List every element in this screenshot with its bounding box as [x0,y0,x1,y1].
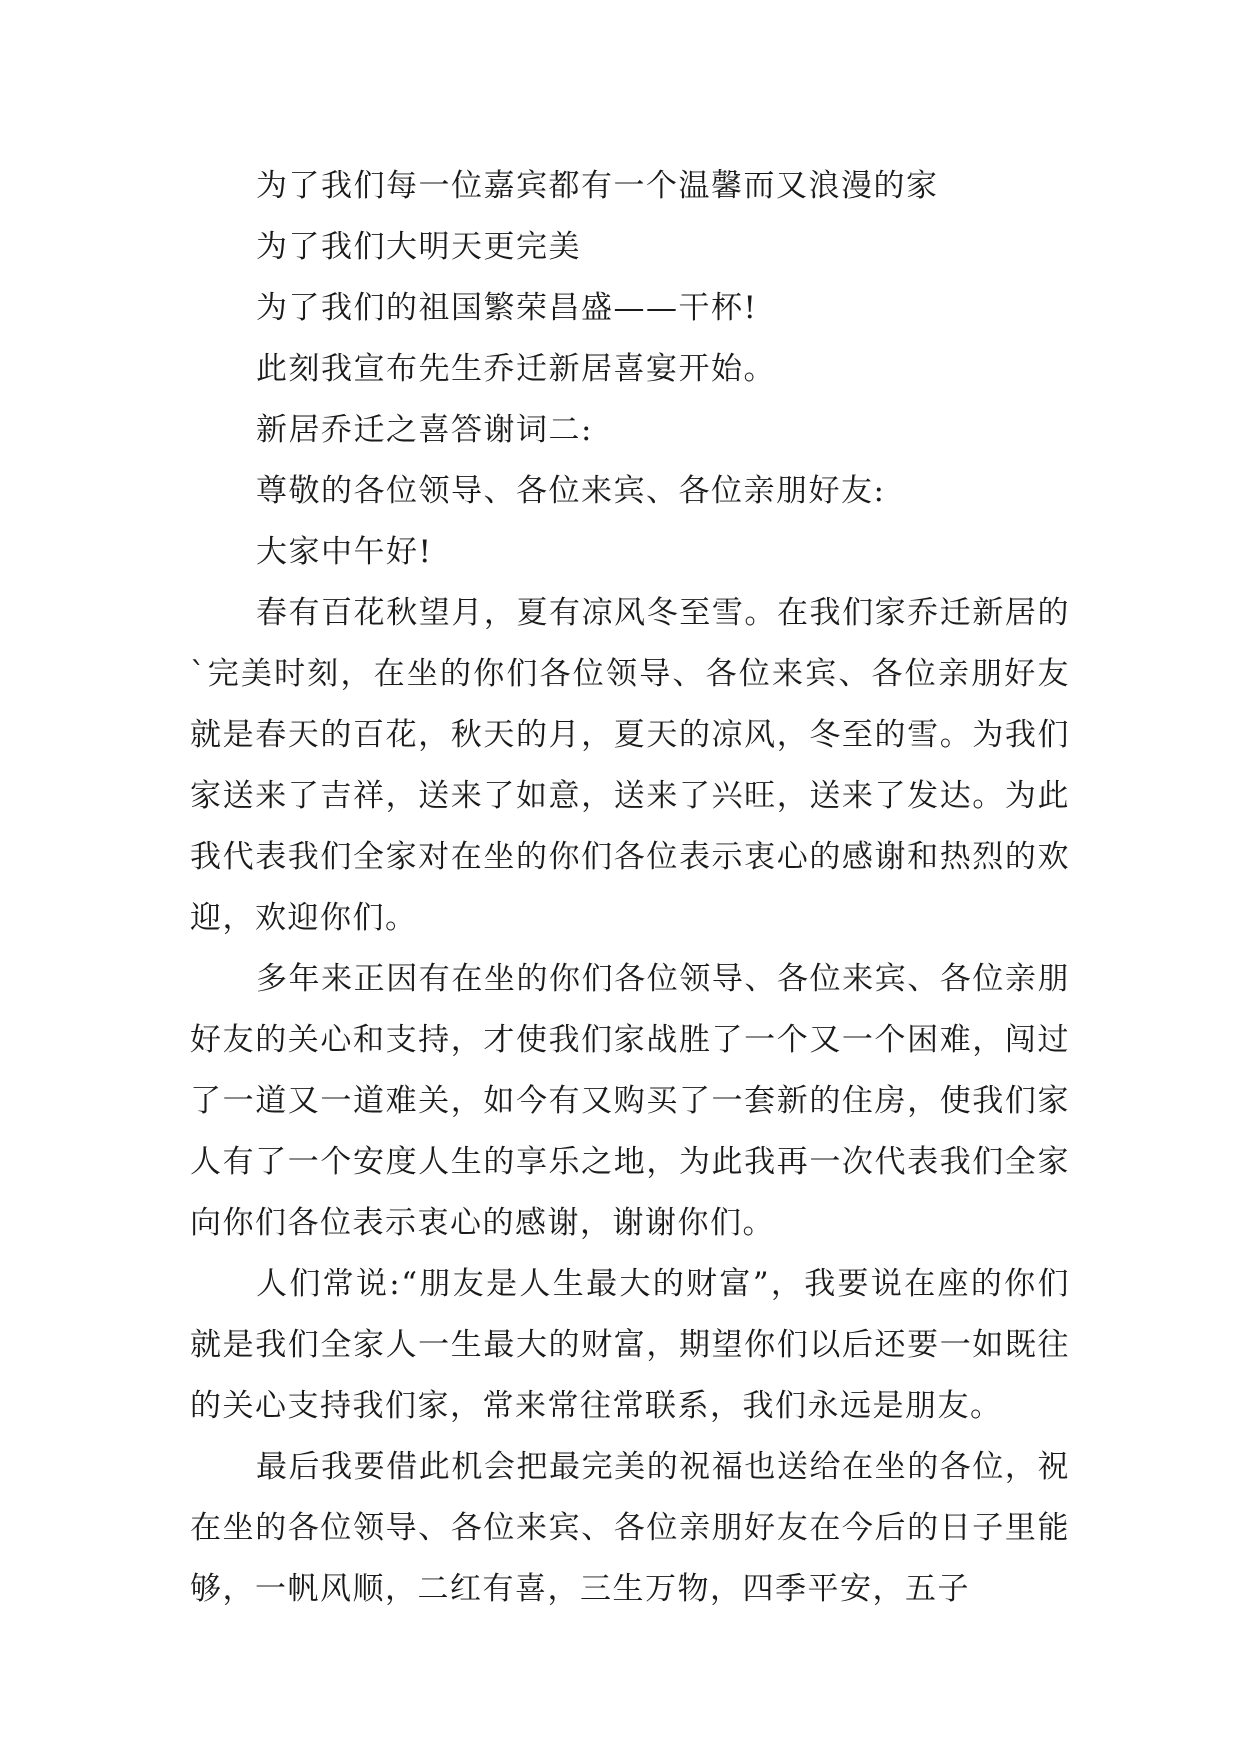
section-heading: 新居乔迁之喜答谢词二: [256,412,593,448]
salutation: 尊敬的各位领导、各位来宾、各位亲朋好友: [256,473,886,509]
paragraph-toast-country: 为了我们的祖国繁荣昌盛——干杯! [256,290,758,326]
paragraph-banquet-start: 此刻我宣布先生乔迁新居喜宴开始。 [256,351,776,387]
document-body [190,156,1070,1620]
paragraph-friends: 人们常说:“朋友是人生最大的财富”，我要说在座的你们就是我们全家人一生最大的财富，期望你们以后还要一如既往的关心支持我们家，常来常往常联系，我们永远是朋友。 [190,1266,1070,1424]
paragraph-blessings: 最后我要借此机会把最完美的祝福也送给在坐的各位，祝在坐的各位领导、各位来宾、各位亲朋好友在今后的日子里能够，一帆风顺，二红有喜，三生万物，四季平安，五子 [190,1449,1070,1607]
paragraph-toast-home: 为了我们每一位嘉宾都有一个温馨而又浪漫的家 [256,168,939,204]
greeting: 大家中午好! [256,534,433,570]
paragraph-support: 多年来正因有在坐的你们各位领导、各位来宾、各位亲朋好友的关心和支持，才使我们家战胜了一个又一个困难，闯过了一道又一道难关，如今有又购买了一套新的住房，使我们家人有了一个安度人生的享乐之地，为此我再一次代表我们全家向你们各位表示衷心的感谢，谢谢你们。 [190,961,1070,1241]
paragraph-thanks-welcome: 春有百花秋望月，夏有凉风冬至雪。在我们家乔迁新居的`完美时刻，在坐的你们各位领导、各位来宾、各位亲朋好友就是春天的百花，秋天的月，夏天的凉风，冬至的雪。为我们家送来了吉祥，送来了如意，送来了兴旺，送来了发达。为此我代表我们全家对在坐的你们各位表示衷心的感谢和热烈的欢迎，欢迎你们。 [190,595,1070,936]
paragraph-toast-tomorrow: 为了我们大明天更完美 [256,229,581,265]
